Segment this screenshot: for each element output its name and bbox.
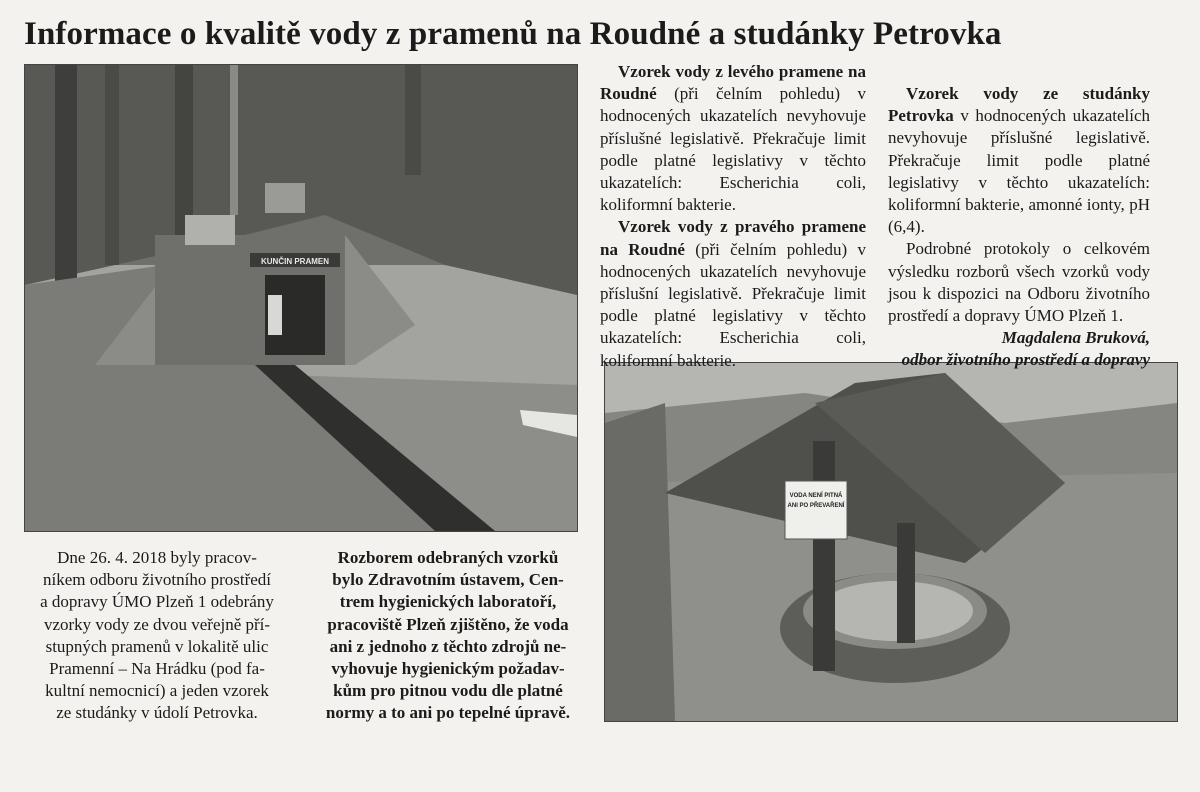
author-department: odbor životního prostředí a dopravy bbox=[901, 350, 1150, 370]
well-photo bbox=[604, 362, 1178, 722]
intro-line: ze studánky v údolí Petrovka. bbox=[56, 703, 258, 723]
result-line: vyhovuje hygienickým požadav- bbox=[331, 659, 565, 679]
result-line: trem hygienických laboratoří, bbox=[339, 592, 557, 612]
petrovka-lead: Vzorek vody ze studánky Petrovka bbox=[888, 84, 1150, 126]
result-line: ani z jednoho z těchto zdrojů ne- bbox=[329, 636, 567, 656]
spring-sign-text: KUNČIN PRAMEN bbox=[261, 257, 329, 266]
intro-column bbox=[26, 547, 288, 725]
right-spring-body: (při čelním pohledu) v hodnocených ukazatelích nevyhovuje příslušní legislativě. Překračuje limit podle platné legislativy v těchto ukazatelích: Escherichia coli, koliformní bakterie. bbox=[600, 239, 866, 370]
intro-line: vzorky vody ze dvou veřejně pří- bbox=[43, 614, 271, 634]
intro-line: kultní nemocnicí) a jeden vzorek bbox=[45, 681, 269, 701]
right-spring-paragraph bbox=[600, 216, 866, 371]
petrovka-paragraph bbox=[888, 83, 1150, 238]
article-headline: Informace o kvalitě vody z pramenů na Roudné a studánky Petrovka bbox=[24, 16, 1002, 52]
left-spring-lead: Vzorek vody z levého pramene na Roudné bbox=[600, 62, 866, 104]
protocols-paragraph: Podrobné protokoly o celkovém výsledku rozborů všech vzorků vody jsou k dispozici na Odboru životního prostředí a dopravy ÚMO Plzeň 1. bbox=[888, 239, 1150, 326]
petrovka-column bbox=[888, 83, 1150, 372]
springs-column bbox=[600, 61, 866, 372]
well-sign-line1: VODA NENÍ PITNÁ bbox=[789, 493, 843, 499]
author-name: Magdalena Bruková, bbox=[1001, 328, 1150, 348]
result-line: bylo Zdravotním ústavem, Cen- bbox=[332, 570, 564, 590]
result-line: Rozborem odebraných vzorků bbox=[337, 548, 559, 567]
intro-line: níkem odboru životního prostředí bbox=[42, 570, 272, 590]
intro-line: a dopravy ÚMO Plzeň 1 odebrány bbox=[40, 592, 274, 612]
result-line: pracoviště Plzeň zjištěno, že voda bbox=[327, 614, 569, 634]
well-sign-line2: ANI PO PŘEVAŘENÍ bbox=[787, 503, 845, 509]
result-column bbox=[306, 547, 590, 725]
left-spring-paragraph bbox=[600, 61, 866, 216]
right-spring-lead: Vzorek vody z pravého pramene na Roudné bbox=[600, 217, 866, 259]
result-line: normy a to ani po tepelné úpravě. bbox=[325, 703, 571, 723]
intro-line: Pramenní – Na Hrádku (pod fa- bbox=[49, 659, 265, 679]
result-line: kům pro pitnou vodu dle platné bbox=[333, 681, 563, 701]
petrovka-body: v hodnocených ukazatelích nevyhovuje příslušné legislativě. Překračuje limit podle platné legislativy v těchto ukazatelích: koliformní bakterie, amonné ionty, pH (6,4). bbox=[888, 106, 1150, 237]
intro-line: stupných pramenů v lokalitě ulic bbox=[45, 636, 269, 656]
intro-line: Dne 26. 4. 2018 byly pracov- bbox=[57, 548, 257, 567]
spring-photo bbox=[24, 64, 578, 532]
left-spring-body: (při čelním pohledu) v hodnocených ukazatelích nevyhovuje příslušné legislativě. Překračuje limit podle platné legislativy v těchto ukazatelích: Escherichia coli, koliformní bakterie. bbox=[600, 84, 866, 215]
